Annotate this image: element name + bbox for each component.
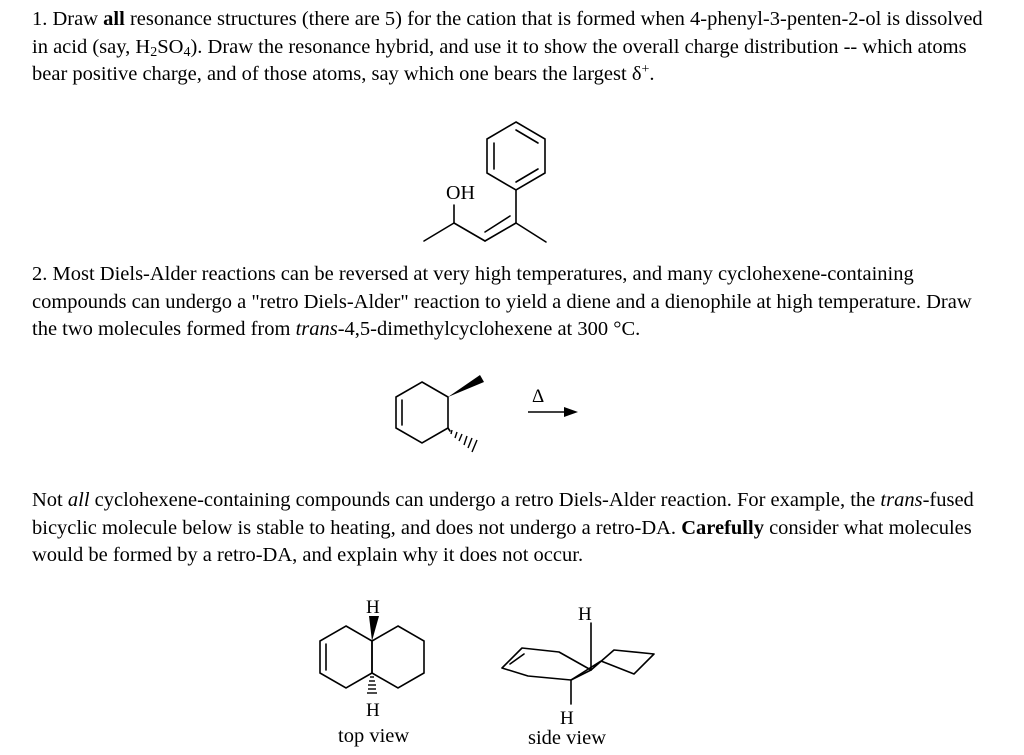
h-label-top: H bbox=[578, 604, 592, 625]
h-label-bottom: H bbox=[366, 700, 380, 721]
side-view-caption: side view bbox=[528, 727, 606, 749]
oh-label: OH bbox=[446, 182, 475, 204]
question-2-number: 2. bbox=[32, 263, 48, 285]
top-view-caption: top view bbox=[338, 725, 410, 747]
question-1-text: 1. Draw all resonance structures (there are 5) for the cation that is formed when 4-phenyl-3-penten-2-ol is dissolved in acid (say, $H_2SO_4$). Draw the resonance hybrid, and use it to show the overall charge distribution -- which atoms bear positive charge, and of those atoms, say which one bears the largest δ+. bbox=[32, 8, 983, 85]
heat-symbol: Δ bbox=[532, 386, 545, 407]
emphasis-all: all bbox=[103, 8, 125, 30]
h-label-top: H bbox=[366, 597, 380, 618]
question-3-text: Not all cyclohexene-containing compounds can undergo a retro Diels-Alder reaction. For example, the trans-fused bicyclic molecule below is stable to heating, and does not undergo a retro-DA. Carefully consider what molecules would be formed by a retro-DA, and explain why it does not occur. bbox=[32, 489, 974, 566]
question-1-number: 1. bbox=[32, 8, 48, 30]
question-2-text: 2. Most Diels-Alder reactions can be reversed at very high temperatures, and many cyclohexene-containing compounds can undergo a "retro Diels-Alder" reaction to yield a diene and a dienophile at high temperature. Draw the two molecules formed from trans-4,5-dimethylcyclohexene at 300 °C. bbox=[32, 263, 972, 340]
h-label-bottom: H bbox=[560, 708, 574, 729]
emphasis-carefully: Carefully bbox=[681, 516, 764, 539]
